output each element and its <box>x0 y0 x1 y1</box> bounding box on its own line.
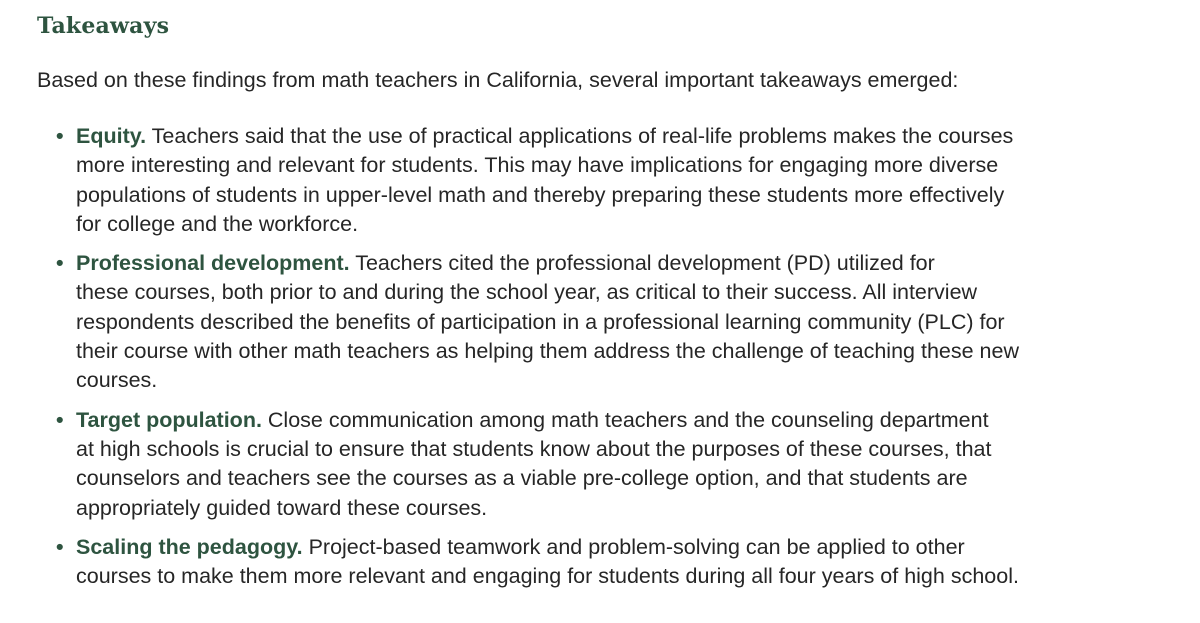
item-line: appropriately guided toward these courses. <box>76 495 488 520</box>
item-line <box>76 406 1170 435</box>
item-line: counselors and teachers see the courses as a viable pre-college option, and that students are <box>76 466 968 491</box>
item-text: Teachers cited the professional development (PD) utilized for <box>349 251 935 276</box>
list-item <box>0 249 1200 395</box>
item-text: Project-based teamwork and problem-solving can be applied to other <box>302 534 965 559</box>
item-text: Teachers said that the use of practical applications of real-life problems makes the courses <box>146 124 1014 148</box>
item-line: courses to make them more relevant and engaging for students during all four years of high school. <box>76 564 1019 589</box>
section-heading: Takeaways <box>37 13 170 39</box>
item-line: respondents described the benefits of participation in a professional learning community (PLC) for <box>76 309 1005 334</box>
takeaways-list <box>0 122 1200 601</box>
list-item <box>0 122 1200 239</box>
bullet-icon: • <box>56 124 64 148</box>
item-line: at high schools is crucial to ensure that students know about the purposes of these courses, that <box>76 436 992 461</box>
item-text: Close communication among math teachers and the counseling department <box>261 407 989 432</box>
item-term: Scaling the pedagogy. <box>76 534 303 559</box>
item-term: Professional development. <box>76 251 350 276</box>
bullet-icon: • <box>56 534 64 559</box>
item-line: their course with other math teachers as helping them address the challenge of teaching these new <box>76 339 1019 364</box>
item-line <box>76 533 1170 562</box>
item-term: Equity. <box>76 124 147 148</box>
bullet-icon: • <box>56 251 64 276</box>
bullet-icon: • <box>56 407 64 432</box>
item-line: more interesting and relevant for students. This may have implications for engaging more diverse <box>76 153 999 178</box>
item-line: populations of students in upper-level math and thereby preparing these students more effectively <box>76 182 1005 207</box>
intro-paragraph: Based on these findings from math teachers in California, several important takeaways emerged: <box>37 68 959 92</box>
list-item <box>0 533 1200 592</box>
item-line <box>76 122 1170 151</box>
item-term: Target population. <box>76 407 262 432</box>
item-line: courses. <box>76 368 158 393</box>
item-line: for college and the workforce. <box>76 211 359 236</box>
item-line <box>76 249 1170 278</box>
list-item <box>0 406 1200 523</box>
item-line: these courses, both prior to and during the school year, as critical to their success. All interview <box>76 280 978 305</box>
